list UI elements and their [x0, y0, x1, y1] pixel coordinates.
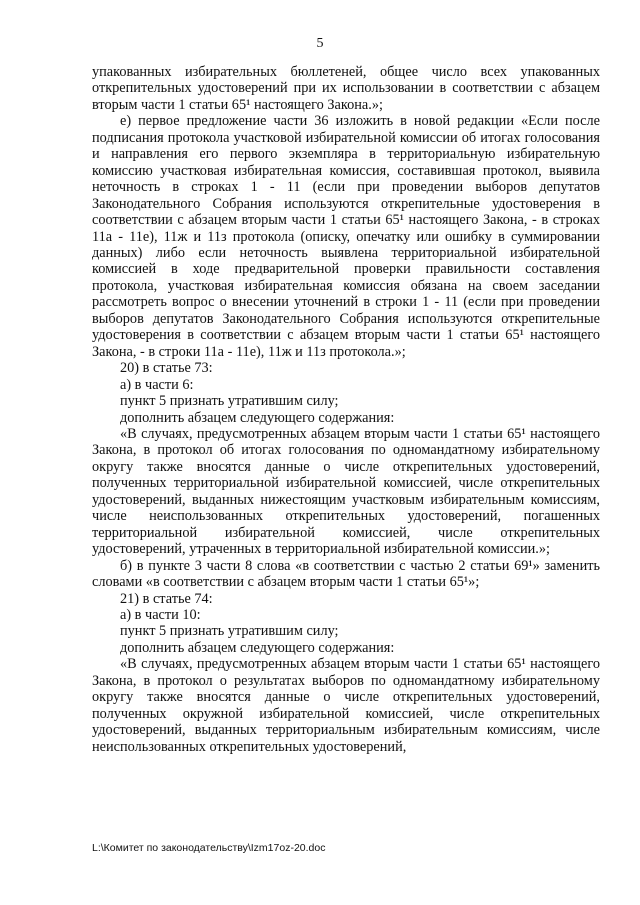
paragraph-punkt5: пункт 5 признать утратившим силу; [120, 393, 339, 410]
paragraph-item-b: б) в пункте 3 части 8 слова «в соответствии с частью 2 статьи 69¹» заменить словами «в соответствии с абзацем вторым части 1 статьи 65¹»; [92, 557, 600, 591]
paragraph-item-a-part6: а) в части 6: [120, 376, 194, 393]
paragraph-quote-73: «В случаях, предусмотренных абзацем вторым части 1 статьи 65¹ настоящего Закона, в протокол об итогах голосования по одномандатному избирательному округу также вносятся данные о числе открепительных удостоверений, полученных территориальной избирательной комиссией, числе открепительных удостоверений, выданных нижестоящим участковым избирательным комиссиям, числе неиспользованных открепительных удостоверений, погашенных территориальной избирательной комиссией, числе открепительных удостоверений, утраченных в территориальной избирательной комиссии.»; [92, 425, 600, 558]
document-body [92, 64, 600, 755]
paragraph-add-abzac-74: дополнить абзацем следующего содержания: [120, 639, 395, 656]
paragraph-item-e: е) первое предложение части 36 изложить в новой редакции «Если после подписания протокола участковой избирательной комиссии об итогах голосования и направления его первого экземпляра в территориальную избирательную комиссию участковая избирательная комиссия, составившая протокол, выявила неточность в строках 1 - 11 (если при проведении выборов депутатов Законодательного Собрания используются открепительные удостоверения в соответствии с абзацем вторым части 1 статьи 65¹ настоящего Закона, - в строках 11а - 11е), 11ж и 11з протокола (описку, опечатку или ошибку в суммировании данных) либо если неточность выявлена территориальной избирательной комиссией в ходе предварительной проверки правильности составления протокола, участковая избирательная комиссия обязана на своем заседании рассмотреть вопрос о внесении уточнений в строки 1 - 11 (если при проведении выборов депутатов Законодательного Собрания используются открепительные удостоверения в соответствии с абзацем вторым части 1 статьи 65¹ настоящего Закона, - в строки 11а - 11е), 11ж и 11з протокола.»; [92, 113, 600, 360]
paragraph-item-21: 21) в статье 74: [120, 590, 213, 607]
page-number: 5 [316, 36, 324, 51]
paragraph-continuation: упакованных избирательных бюллетеней, общее число всех упакованных открепительных удостоверений при их использовании в соответствии с абзацем вторым части 1 статьи 65¹ настоящего Закона.»; [92, 64, 600, 113]
paragraph-punkt5-74: пункт 5 признать утратившим силу; [120, 623, 339, 640]
paragraph-item-a-part10: а) в части 10: [120, 606, 201, 623]
paragraph-add-abzac: дополнить абзацем следующего содержания: [120, 409, 395, 426]
footer-file-path: L:\Комитет по законодательству\Izm17oz-20.doc [92, 842, 326, 854]
paragraph-quote-74: «В случаях, предусмотренных абзацем вторым части 1 статьи 65¹ настоящего Закона, в протокол о результатах выборов по одномандатному избирательному округу также вносятся данные о числе открепительных удостоверений, полученных окружной избирательной комиссией, числе открепительных удостоверений, выданных территориальным избирательным комиссиям, числе неиспользованных открепительных удостоверений, [92, 656, 600, 755]
paragraph-item-20: 20) в статье 73: [120, 360, 213, 377]
